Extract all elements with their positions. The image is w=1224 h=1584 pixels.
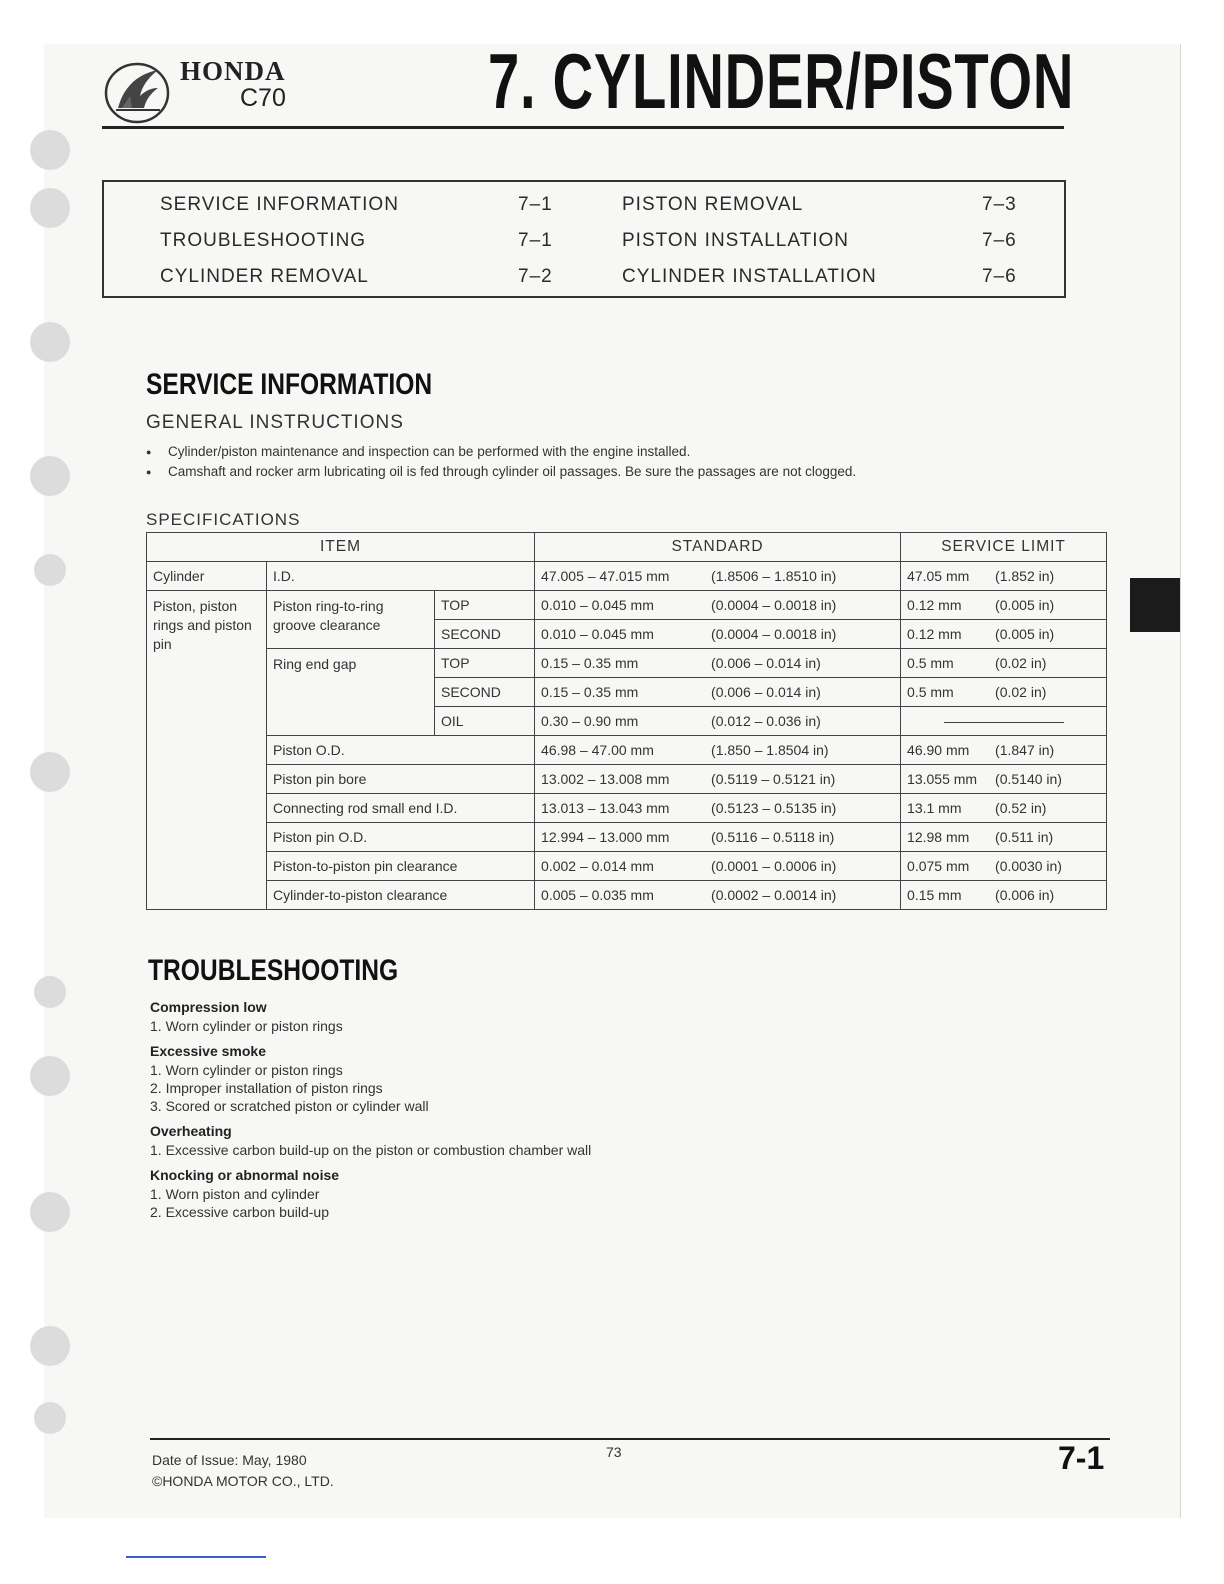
standard-mm: 0.005 – 0.035 mm: [541, 887, 654, 903]
binder-hole: [30, 130, 70, 170]
table-of-contents: [102, 180, 1066, 298]
item-label: Piston pin O.D.: [267, 823, 535, 852]
standard-mm: 0.010 – 0.045 mm: [541, 597, 654, 613]
table-row: [147, 881, 1107, 910]
standard-in: (0.5116 – 0.5118 in): [711, 829, 835, 845]
toc-row: [104, 230, 1064, 262]
table-row: [147, 591, 1107, 620]
instruction-item: ● Cylinder/piston maintenance and inspection can be performed with the engine installed.: [146, 444, 1046, 459]
binder-hole: [34, 976, 66, 1008]
cause-item: 2. Excessive carbon build-up: [150, 1204, 329, 1220]
cause-list: [150, 1062, 770, 1114]
table-row: [147, 852, 1107, 881]
troubleshooting-heading: TROUBLESHOOTING: [148, 954, 399, 987]
standard-in: (1.850 – 1.8504 in): [711, 742, 829, 758]
table-row: [147, 736, 1107, 765]
standard-mm: 13.013 – 13.043 mm: [541, 800, 670, 816]
standard-mm: 47.005 – 47.015 mm: [541, 568, 670, 584]
standard-mm: 0.002 – 0.014 mm: [541, 858, 654, 874]
toc-entry[interactable]: TROUBLESHOOTING: [160, 230, 367, 251]
header-rule: [102, 126, 1064, 129]
item-label: Piston O.D.: [267, 736, 535, 765]
table-row: [147, 649, 1107, 678]
instruction-item: ● Camshaft and rocker arm lubricating oil is fed through cylinder oil passages. Be sure the passages are not clogged.: [146, 464, 1046, 479]
binder-hole: [34, 1402, 66, 1434]
toc-page: 7–2: [518, 266, 553, 287]
table-row: [147, 765, 1107, 794]
sub-label: SECOND: [435, 678, 535, 707]
link-underline[interactable]: [126, 1556, 266, 1558]
binder-hole: [30, 1326, 70, 1366]
toc-page: 7–6: [982, 230, 1017, 251]
binder-hole: [30, 456, 70, 496]
toc-entry[interactable]: CYLINDER INSTALLATION: [622, 266, 877, 287]
sub-label: SECOND: [435, 620, 535, 649]
limit-mm: 12.98 mm: [907, 829, 970, 845]
limit-in: (0.02 in): [995, 655, 1047, 671]
limit-mm: 0.075 mm: [907, 858, 970, 874]
sub-label: TOP: [435, 649, 535, 678]
toc-entry[interactable]: PISTON INSTALLATION: [622, 230, 849, 251]
standard-mm: 0.15 – 0.35 mm: [541, 655, 639, 671]
cause-item: 3. Scored or scratched piston or cylinder wall: [150, 1098, 429, 1114]
item-label: Ring end gap: [267, 649, 435, 736]
page-number: 73: [606, 1444, 622, 1460]
binder-hole: [30, 1192, 70, 1232]
symptom-title: Excessive smoke: [150, 1043, 266, 1059]
limit-value: [901, 562, 1107, 591]
cause-item: 1. Excessive carbon build-up on the piston or combustion chamber wall: [150, 1142, 592, 1158]
footer-rule: [150, 1438, 1110, 1440]
limit-in: (0.005 in): [995, 597, 1055, 613]
specifications-heading: SPECIFICATIONS: [146, 510, 301, 529]
instruction-list: [146, 444, 1046, 484]
binder-hole: [30, 752, 70, 792]
brand-name: HONDA: [180, 56, 286, 86]
limit-in: (0.5140 in): [995, 771, 1062, 787]
sub-label: OIL: [435, 707, 535, 736]
standard-value: [535, 562, 901, 591]
standard-mm: 12.994 – 13.000 mm: [541, 829, 670, 845]
column-header-service-limit: SERVICE LIMIT: [901, 533, 1107, 562]
standard-in: (1.8506 – 1.8510 in): [711, 568, 837, 584]
cause-item: 1. Worn cylinder or piston rings: [150, 1062, 343, 1078]
limit-mm: 0.5 mm: [907, 655, 954, 671]
binder-hole: [30, 322, 70, 362]
cause-list: [150, 1142, 770, 1158]
standard-in: (0.006 – 0.014 in): [711, 655, 821, 671]
limit-in: (0.52 in): [995, 800, 1047, 816]
honda-wing-logo: [102, 56, 172, 126]
limit-mm: 0.15 mm: [907, 887, 962, 903]
table-header-row: [147, 533, 1107, 562]
limit-in: (0.005 in): [995, 626, 1055, 642]
binder-hole: [30, 188, 70, 228]
limit-mm: 0.12 mm: [907, 626, 962, 642]
toc-row: [104, 266, 1064, 298]
standard-mm: 0.15 – 0.35 mm: [541, 684, 639, 700]
group-label: Cylinder: [147, 562, 267, 591]
limit-in: (1.847 in): [995, 742, 1055, 758]
copyright: ©HONDA MOTOR CO., LTD.: [152, 1473, 334, 1489]
section-page-number: 7-1: [1058, 1440, 1105, 1476]
standard-in: (0.006 – 0.014 in): [711, 684, 821, 700]
column-header-item: ITEM: [147, 533, 535, 562]
item-label: I.D.: [267, 562, 535, 591]
toc-row: [104, 194, 1064, 226]
standard-in: (0.5123 – 0.5135 in): [711, 800, 837, 816]
symptom-title: Overheating: [150, 1123, 232, 1139]
cause-item: 1. Worn cylinder or piston rings: [150, 1018, 343, 1034]
specifications-table: [146, 532, 1107, 910]
standard-in: (0.0001 – 0.0006 in): [711, 858, 837, 874]
section-tab-marker: [1130, 578, 1180, 632]
cause-item: 2. Improper installation of piston rings: [150, 1080, 383, 1096]
column-header-standard: STANDARD: [535, 533, 901, 562]
limit-in: (0.0030 in): [995, 858, 1062, 874]
limit-in: (0.02 in): [995, 684, 1047, 700]
group-label: Piston, piston rings and piston pin: [147, 591, 267, 910]
limit-mm: 13.055 mm: [907, 771, 978, 787]
toc-entry[interactable]: CYLINDER REMOVAL: [160, 266, 369, 287]
issue-date: Date of Issue: May, 1980: [152, 1452, 307, 1468]
standard-in: (0.0002 – 0.0014 in): [711, 887, 837, 903]
sub-label: TOP: [435, 591, 535, 620]
general-instructions-heading: GENERAL INSTRUCTIONS: [146, 412, 404, 433]
toc-page: 7–1: [518, 230, 553, 251]
troubleshooting-list: [150, 990, 770, 1222]
table-row: [147, 562, 1107, 591]
model-name: C70: [240, 84, 286, 112]
item-label: Piston pin bore: [267, 765, 535, 794]
limit-in: (0.006 in): [995, 887, 1055, 903]
service-info-heading: SERVICE INFORMATION: [146, 368, 433, 401]
item-label: Connecting rod small end I.D.: [267, 794, 535, 823]
toc-entry[interactable]: PISTON REMOVAL: [622, 194, 804, 215]
binder-hole: [34, 554, 66, 586]
toc-entry[interactable]: SERVICE INFORMATION: [160, 194, 399, 215]
item-label: Piston-to-piston pin clearance: [267, 852, 535, 881]
toc-page: 7–1: [518, 194, 553, 215]
toc-page: 7–6: [982, 266, 1017, 287]
limit-in: (0.511 in): [995, 829, 1054, 845]
cause-list: [150, 1186, 770, 1220]
standard-mm: 0.010 – 0.045 mm: [541, 626, 654, 642]
item-label: Piston ring-to-ring groove clearance: [267, 591, 435, 649]
limit-mm: 47.05 mm: [907, 568, 970, 584]
symptom-title: Compression low: [150, 999, 267, 1015]
chapter-title: 7. CYLINDER/PISTON: [488, 37, 1075, 125]
standard-in: (0.0004 – 0.0018 in): [711, 626, 837, 642]
standard-mm: 0.30 – 0.90 mm: [541, 713, 639, 729]
toc-page: 7–3: [982, 194, 1017, 215]
standard-in: (0.012 – 0.036 in): [711, 713, 821, 729]
symptom-title: Knocking or abnormal noise: [150, 1167, 340, 1183]
table-row: [147, 794, 1107, 823]
binder-hole: [30, 1056, 70, 1096]
standard-in: (0.5119 – 0.5121 in): [711, 771, 836, 787]
footer-issue-info: [152, 1450, 334, 1492]
limit-mm: 13.1 mm: [907, 800, 962, 816]
limit-mm: 0.5 mm: [907, 684, 954, 700]
standard-mm: 13.002 – 13.008 mm: [541, 771, 670, 787]
limit-in: (1.852 in): [995, 568, 1055, 584]
limit-mm: 46.90 mm: [907, 742, 970, 758]
cause-list: [150, 1018, 770, 1034]
standard-mm: 46.98 – 47.00 mm: [541, 742, 654, 758]
item-label: Cylinder-to-piston clearance: [267, 881, 535, 910]
cause-item: 1. Worn piston and cylinder: [150, 1186, 320, 1202]
no-limit-dash: [944, 722, 1064, 723]
table-row: [147, 823, 1107, 852]
standard-in: (0.0004 – 0.0018 in): [711, 597, 837, 613]
limit-mm: 0.12 mm: [907, 597, 962, 613]
